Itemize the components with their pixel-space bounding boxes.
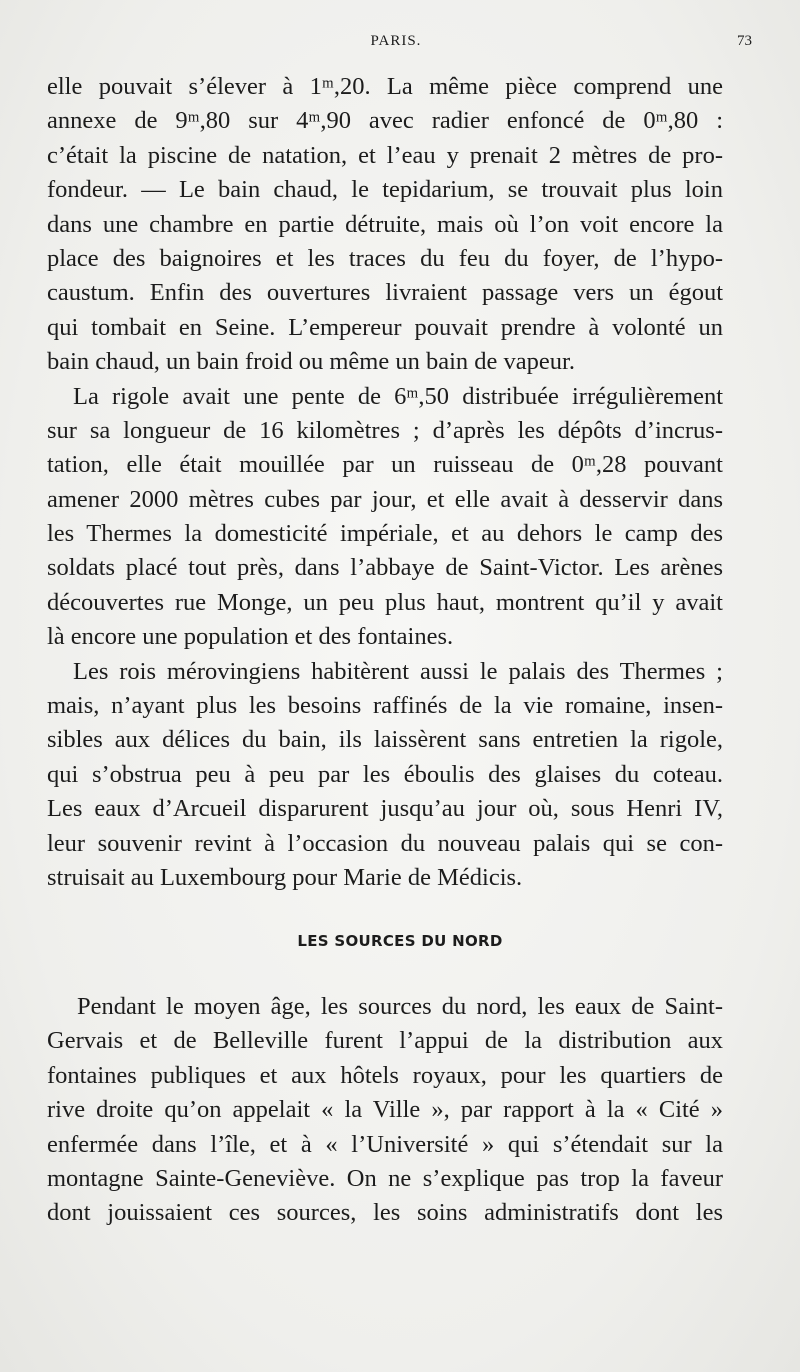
page-number: 73 bbox=[737, 33, 752, 49]
text-line: rive droite qu’on appelait « la Ville », par rapport à la « Cité » bbox=[47, 1096, 723, 1124]
section-heading: LES SOURCES DU NORD bbox=[297, 932, 503, 950]
text-line: Pendant le moyen âge, les sources du nord, les eaux de Saint- bbox=[77, 993, 723, 1020]
text-line: caustum. Enfin des ouvertures livraient passage vers un égout bbox=[47, 279, 723, 307]
running-title: PARIS. bbox=[370, 33, 422, 49]
text-line: c’était la piscine de natation, et l’eau y prenait 2 mètres de pro- bbox=[47, 141, 723, 169]
text-line: qui s’obstrua peu à peu par les éboulis des glaises du coteau. bbox=[47, 760, 723, 788]
text-line: dans une chambre en partie détruite, mais où l’on voit encore la bbox=[47, 210, 723, 238]
text-line: Gervais et de Belleville furent l’appui de la distribution aux bbox=[47, 1027, 723, 1055]
text-line: Les eaux d’Arcueil disparurent jusqu’au jour où, sous Henri IV, bbox=[47, 795, 723, 823]
text-line: les Thermes la domesticité impériale, et au dehors le camp des bbox=[47, 520, 723, 548]
text-line: dont jouissaient ces sources, les soins administratifs dont les bbox=[47, 1199, 723, 1227]
text-line: qui tombait en Seine. L’empereur pouvait prendre à volonté un bbox=[47, 313, 723, 341]
text-line: annexe de 9ᵐ,80 sur 4ᵐ,90 avec radier enfoncé de 0ᵐ,80 : bbox=[47, 107, 723, 135]
text-line: tation, elle était mouillée par un ruisseau de 0ᵐ,28 pouvant bbox=[47, 451, 723, 479]
text-line: fontaines publiques et aux hôtels royaux, pour les quartiers de bbox=[47, 1061, 723, 1089]
text-line: amener 2000 mètres cubes par jour, et elle avait à desservir dans bbox=[47, 485, 723, 513]
text-line: sur sa longueur de 16 kilomètres ; d’après les dépôts d’incrus- bbox=[47, 416, 723, 444]
text-line: Les rois mérovingiens habitèrent aussi le palais des Thermes ; bbox=[73, 657, 723, 685]
text-line: soldats placé tout près, dans l’abbaye de Saint-Victor. Les arènes bbox=[47, 554, 723, 582]
running-head bbox=[40, 33, 752, 57]
text-line: leur souvenir revint à l’occasion du nouveau palais qui se con- bbox=[47, 829, 723, 857]
text-line: bain chaud, un bain froid ou même un bain de vapeur. bbox=[47, 348, 575, 376]
text-line: montagne Sainte-Geneviève. On ne s’explique pas trop la faveur bbox=[47, 1164, 723, 1192]
text-line: elle pouvait s’élever à 1ᵐ,20. La même pièce comprend une bbox=[47, 73, 723, 100]
body-text-bottom bbox=[47, 990, 723, 1231]
text-line: struisait au Luxembourg pour Marie de Médicis. bbox=[47, 863, 523, 891]
text-line: enfermée dans l’île, et à « l’Université » qui s’étendait sur la bbox=[47, 1130, 723, 1158]
text-line: là encore une population et des fontaines. bbox=[47, 623, 454, 651]
text-line: place des baignoires et les traces du feu du foyer, de l’hypo- bbox=[47, 244, 723, 272]
body-text-top bbox=[47, 70, 723, 895]
text-line: La rigole avait une pente de 6ᵐ,50 distribuée irrégulièrement bbox=[73, 382, 723, 410]
text-line: mais, n’ayant plus les besoins raffinés de la vie romaine, insen- bbox=[47, 692, 723, 720]
text-line: sibles aux délices du bain, ils laissèrent sans entretien la rigole, bbox=[47, 726, 723, 754]
text-line: découvertes rue Monge, un peu plus haut, montrent qu’il y avait bbox=[47, 588, 723, 616]
text-line: fondeur. — Le bain chaud, le tepidarium, se trouvait plus loin bbox=[47, 176, 723, 204]
